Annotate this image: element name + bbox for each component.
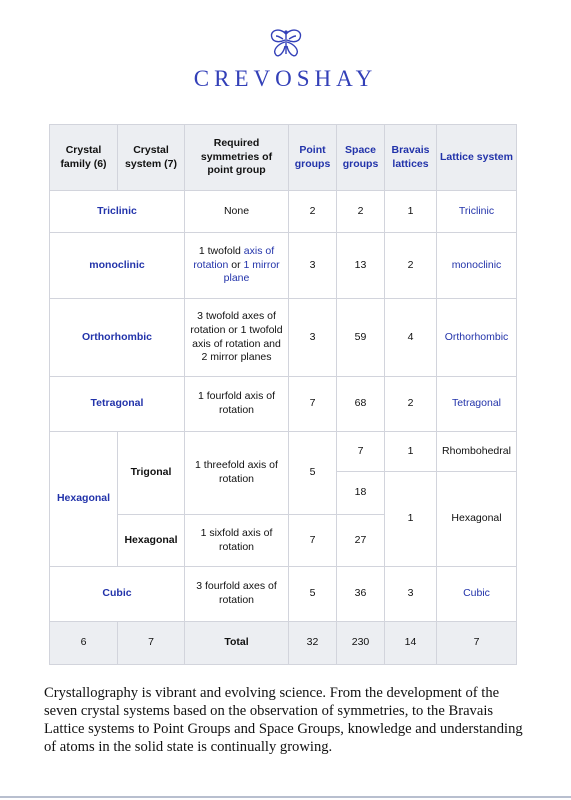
total-system-count: 7	[118, 622, 185, 665]
family-cubic[interactable]: Cubic	[50, 567, 185, 622]
crystal-systems-table	[49, 124, 517, 665]
symmetry-cell: 1 fourfold axis of rotation	[185, 377, 289, 432]
lattice-link-cubic[interactable]: Cubic	[437, 567, 517, 622]
table-row-tetragonal	[50, 377, 517, 432]
symmetry-cell: None	[185, 191, 289, 233]
space-groups-cell: 27	[337, 515, 385, 567]
lattice-rhombohedral: Rhombohedral	[437, 432, 517, 472]
point-groups-cell: 7	[289, 515, 337, 567]
point-groups-cell: 5	[289, 432, 337, 515]
space-groups-cell: 2	[337, 191, 385, 233]
total-bravais: 14	[385, 622, 437, 665]
bravais-cell: 4	[385, 299, 437, 377]
table-row-cubic	[50, 567, 517, 622]
space-groups-cell: 36	[337, 567, 385, 622]
symmetry-text: or	[228, 258, 244, 271]
caption-paragraph: Crystallography is vibrant and evolving science. From the development of the seven crystal systems based on the observation of symmetries, to the Bravais Lattice systems to Point Groups and Space Groups, knowledge and understanding of atoms in the solid state is continually growing.	[44, 685, 523, 755]
point-groups-cell: 3	[289, 233, 337, 299]
table-row-triclinic	[50, 191, 517, 233]
lattice-link-tetragonal[interactable]: Tetragonal	[437, 377, 517, 432]
lattice-link-orthorhombic[interactable]: Orthorhombic	[437, 299, 517, 377]
symmetry-cell: 3 fourfold axes of rotation	[185, 567, 289, 622]
space-groups-cell: 59	[337, 299, 385, 377]
table-row-total	[50, 622, 517, 665]
lattice-link-triclinic[interactable]: Triclinic	[437, 191, 517, 233]
point-groups-cell: 3	[289, 299, 337, 377]
system-trigonal: Trigonal	[118, 432, 185, 515]
system-hexagonal: Hexagonal	[118, 515, 185, 567]
lattice-link-monoclinic[interactable]: monoclinic	[437, 233, 517, 299]
symmetry-cell: 1 threefold axis of rotation	[185, 432, 289, 515]
table-header-row	[50, 125, 517, 191]
bravais-cell: 2	[385, 233, 437, 299]
family-orthorhombic[interactable]: Orthorhombic	[50, 299, 185, 377]
header-lattice-system[interactable]: Lattice system	[437, 125, 517, 191]
total-family-count: 6	[50, 622, 118, 665]
family-monoclinic[interactable]: monoclinic	[50, 233, 185, 299]
axis-of-rotation-link[interactable]: axis of rotation	[193, 245, 275, 271]
header-crystal-family: Crystal family (6)	[50, 125, 118, 191]
point-groups-cell: 5	[289, 567, 337, 622]
bravais-cell: 1	[385, 191, 437, 233]
brand-name: CREVOSHAY	[193, 66, 378, 91]
table-row-trigonal-a	[50, 432, 517, 472]
symmetry-cell: 3 twofold axes of rotation or 1 twofold axis of rotation and 2 mirror planes	[185, 299, 289, 377]
symmetry-cell	[185, 233, 289, 299]
bravais-cell: 2	[385, 377, 437, 432]
bravais-cell: 3	[385, 567, 437, 622]
table-row-orthorhombic	[50, 299, 517, 377]
mirror-plane-link[interactable]: 1 mirror plane	[223, 258, 280, 285]
bravais-cell: 1	[385, 432, 437, 472]
space-groups-cell: 68	[337, 377, 385, 432]
total-lattice: 7	[437, 622, 517, 665]
header-bravais-lattices[interactable]: Bravais lattices	[385, 125, 437, 191]
point-groups-cell: 2	[289, 191, 337, 233]
header-point-groups[interactable]: Point groups	[289, 125, 337, 191]
symmetry-text: 1 twofold	[198, 245, 244, 258]
point-groups-cell: 7	[289, 377, 337, 432]
family-triclinic[interactable]: Triclinic	[50, 191, 185, 233]
family-hexagonal[interactable]: Hexagonal	[50, 432, 118, 567]
total-point-groups: 32	[289, 622, 337, 665]
bravais-cell: 1	[385, 472, 437, 567]
header-crystal-system: Crystal system (7)	[118, 125, 185, 191]
total-space-groups: 230	[337, 622, 385, 665]
header-space-groups[interactable]: Space groups	[337, 125, 385, 191]
symmetry-cell: 1 sixfold axis of rotation	[185, 515, 289, 567]
space-groups-cell: 7	[337, 432, 385, 472]
brand-logo	[0, 28, 571, 58]
lattice-hexagonal: Hexagonal	[437, 472, 517, 567]
header-required-symmetries: Required symmetries of point group	[185, 125, 289, 191]
table-row-monoclinic	[50, 233, 517, 299]
space-groups-cell: 13	[337, 233, 385, 299]
total-label: Total	[185, 622, 289, 665]
family-tetragonal[interactable]: Tetragonal	[50, 377, 185, 432]
space-groups-cell: 18	[337, 472, 385, 515]
bottom-divider	[0, 796, 571, 798]
butterfly-crest-icon	[266, 28, 306, 58]
